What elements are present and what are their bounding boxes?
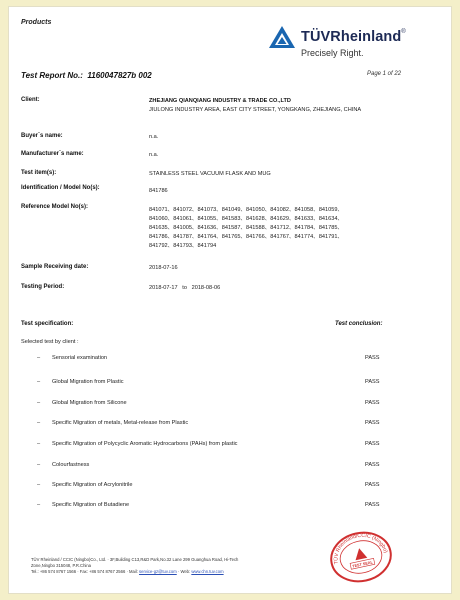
test-row [37, 420, 407, 429]
footer-web-link[interactable]: www.chn.tuv.com [191, 569, 224, 574]
reference-line: 841786、841787、841764、841765、841766、841767、841774、841791、 [149, 234, 344, 240]
report-page [8, 6, 452, 594]
selected-tests-note: Selected test by client : [21, 339, 79, 345]
testing-period-label: Testing Period: [21, 284, 65, 290]
test-row [37, 482, 407, 491]
test-item-label: Test item(s): [21, 170, 57, 176]
sample-date-label: Sample Receiving date: [21, 264, 89, 270]
test-row [37, 400, 407, 409]
model-label: Identification / Model No(s): [21, 185, 100, 191]
test-seal-stamp-icon [325, 529, 397, 585]
test-name: Global Migration from Plastic [52, 379, 124, 385]
test-row [37, 441, 407, 450]
reference-line: 841071、841072、841073、841049、841050、841082、841058、841059、 [149, 207, 344, 213]
test-result: PASS [365, 355, 380, 361]
footer-address [31, 557, 361, 575]
test-result: PASS [365, 379, 380, 385]
footer-contact: Tel.: +86 574 8767 1566 · Fax: +86 574 8767 2566 · Mail: service-gz@tuv.com · Web: www.chn.tuv.com [31, 569, 224, 574]
stamp-arc-text: TÜV Rheinland/CCIC (Ningbo) [333, 532, 389, 565]
test-result: PASS [365, 441, 380, 447]
test-name: Specific Migration of metals, Metal-release from Plastic [52, 420, 189, 426]
test-result: PASS [365, 420, 380, 426]
bullet-dash: – [37, 482, 41, 488]
client-address: JIULONG INDUSTRY AREA, EAST CITY STREET, YONGKANG, ZHEJIANG, CHINA [149, 107, 362, 113]
client-name: ZHEJIANG QIANQIANG INDUSTRY & TRADE CO.,LTD [149, 98, 291, 104]
bullet-dash: – [37, 441, 41, 447]
reference-line: 841635、841005、841636、841587、841588、841712、841784、841785、 [149, 225, 344, 231]
bullet-dash: – [37, 420, 41, 426]
buyer-label: Buyer`s name: [21, 133, 63, 139]
bullet-dash: – [37, 462, 41, 468]
client-label: Client: [21, 97, 40, 103]
test-result: PASS [365, 482, 380, 488]
footer-line: Zone,Ningbo 315048, P.R.China [31, 563, 91, 568]
test-name: Specific Migration of Butadiene [52, 502, 130, 508]
test-specification-heading: Test specification: [21, 321, 74, 327]
sample-date-value: 2018-07-16 [149, 265, 178, 271]
test-row [37, 355, 407, 364]
test-row [37, 379, 407, 388]
reference-line: 841792、841793、841794 [149, 243, 217, 249]
reference-label: Reference Model No(s): [21, 204, 89, 210]
test-name: Specific Migration of Acrylonitrile [52, 482, 133, 488]
brand-tagline: Precisely Right. [301, 48, 364, 58]
bullet-dash: – [37, 502, 41, 508]
footer-email-link[interactable]: service-gz@tuv.com [139, 569, 177, 574]
tuv-triangle-logo-icon [267, 24, 297, 50]
test-row [37, 462, 407, 471]
footer-line: TÜV Rheinland / CCIC (Ningbo)Co., Ltd. · 3F,Building C13,R&D Park,No.32 Lane 299 Guanghua Road, Hi-Tech [31, 557, 239, 562]
bullet-dash: – [37, 355, 41, 361]
buyer-value: n.a. [149, 134, 159, 140]
bullet-dash: – [37, 379, 41, 385]
test-result: PASS [365, 462, 380, 468]
test-name: Sensorial examination [52, 355, 108, 361]
test-result: PASS [365, 400, 380, 406]
manufacturer-value: n.a. [149, 152, 159, 158]
test-name: Colourfastness [52, 462, 90, 468]
brand-name: TÜVRheinland® [301, 29, 406, 45]
test-item-value: STAINLESS STEEL VACUUM FLASK AND MUG [149, 171, 271, 177]
test-name: Global Migration from Silicone [52, 400, 127, 406]
test-name: Specific Migration of Polycyclic Aromatic Hydrocarbons (PAHs) from plastic [52, 441, 238, 447]
test-result: PASS [365, 502, 380, 508]
bullet-dash: – [37, 400, 41, 406]
stamp-inner-text: TEST SEAL [351, 560, 374, 569]
test-conclusion-heading: Test conclusion: [335, 321, 383, 327]
manufacturer-label: Manufacturer`s name: [21, 151, 84, 157]
model-value: 841786 [149, 188, 168, 194]
reference-line: 841060、841061、841055、841583、841628、841629、841633、841634、 [149, 216, 344, 222]
testing-period-value: 2018-07-17 to 2018-08-06 [149, 285, 221, 291]
page-indicator: Page 1 of 22 [367, 71, 402, 77]
report-number: Test Report No.: 1160047827b 002 [21, 71, 152, 80]
test-row [37, 502, 407, 511]
section-label: Products [21, 19, 52, 26]
